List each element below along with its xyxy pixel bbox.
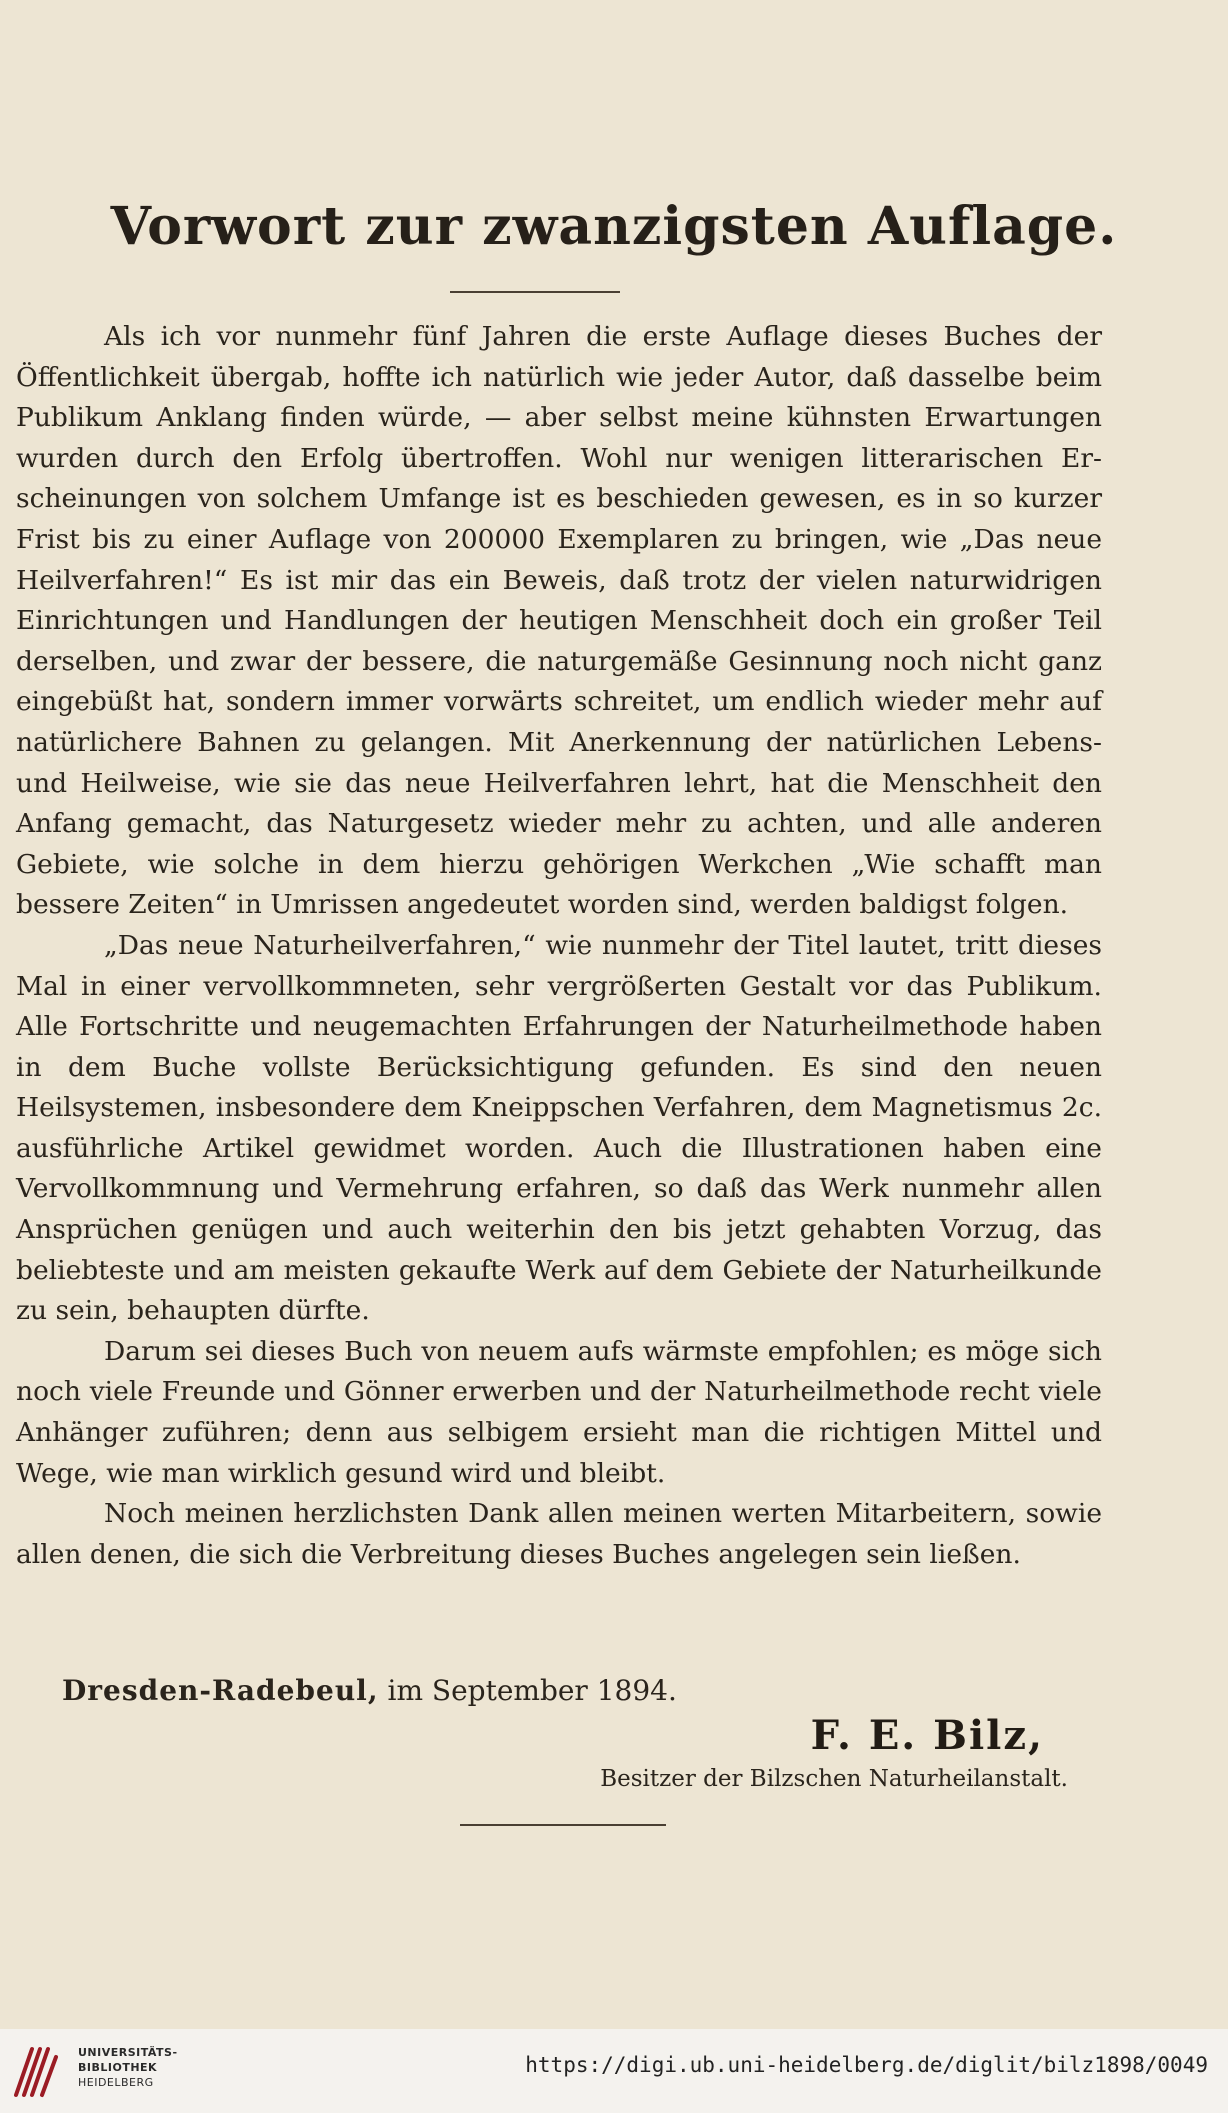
paragraph-1: Als ich vor nunmehr fünf Jahren die erste Auflage dieses Buches der Öffentlichkeit übergab, hoffte ich natürlich wie jeder Autor, daß dasselbe beim Publikum Anklang finden würde, — aber selbst meine kühnsten Erwartungen wurden durch den Erfolg übertroffen. Wohl nur wenigen litterarischen Erscheinungen von solchem Umfange ist es beschieden gewesen, es in so kurzer Frist bis zu einer Auflage von 200000 Exemplaren zu bringen, wie „Das neue Heilverfahren!“ Es ist mir das ein Beweis, daß trotz der vielen naturwidrigen Einrichtungen und Handlungen der heutigen Menschheit doch ein großer Teil derselben, und zwar der bessere, die naturgemäße Gesinnung noch nicht ganz eingebüßt hat, sondern immer vorwärts schreitet, um endlich wieder mehr auf natürlichere Bahnen zu gelangen. Mit Anerkennung der natürlichen Lebens- und Heilweise, wie sie das neue Heilverfahren lehrt, hat die Menschheit den Anfang gemacht, das Naturgesetz wieder mehr zu achten, und alle anderen Gebiete, wie solche in dem hierzu gehörigen Werkchen „Wie schafft man bessere Zeiten“ in Umrissen angedeutet worden sind, werden baldigst folgen. xyxy=(16,321,1102,921)
paragraph-4: Noch meinen herzlichsten Dank allen meinen werten Mitarbeitern, sowie allen denen, die sich die Verbreitung dieses Buches angelegen sein ließen. xyxy=(16,1498,1102,1570)
dateline-date: im September 1894. xyxy=(387,1674,677,1707)
closing-divider xyxy=(460,1824,666,1826)
dateline-place: Dresden-Radebeul, xyxy=(62,1674,379,1707)
paragraph-3: Darum sei dieses Buch von neuem aufs wärmste empfohlen; es möge sich noch viele Freunde und Gönner erwerben und der Naturheilmethode recht viele Anhänger zuführen; denn aus selbigem ersieht man die richtigen Mittel und Wege, wie man wirklich gesund wird und bleibt. xyxy=(16,1335,1102,1489)
body-text xyxy=(16,317,1102,1575)
paragraph-2: „Das neue Naturheilverfahren,“ wie nunmehr der Titel lautet, tritt dieses Mal in einer vervollkommneten, sehr vergrößerten Gestalt vor das Publikum. Alle Fortschritte und neugemachten Erfahrungen der Naturheilmethode haben in dem Buche vollste Berücksichtigung gefunden. Es sind den neuen Heilsystemen, insbesondere dem Kneippschen Verfahren, dem Magnetismus 2c. ausführliche Artikel gewidmet worden. Auch die Illustrationen haben eine Vervollkommnung und Vermehrung erfahren, so daß das Werk nunmehr allen Ansprüchen genügen und auch weiterhin den bis jetzt gehabten Vorzug, das beliebteste und am meisten gekaufte Werk auf dem Gebiete der Naturheilkunde zu sein, behaupten dürfte. xyxy=(16,929,1102,1327)
page-title: Vorwort zur zwanzigsten Auflage. xyxy=(110,196,1118,257)
permalink-url[interactable]: https://digi.ub.uni-heidelberg.de/diglit/bilz1898/0049 xyxy=(525,2053,1208,2077)
signature: F. E. Bilz, xyxy=(810,1712,1044,1759)
signature-title: Besitzer der Bilzschen Naturheilanstalt. xyxy=(600,1766,1068,1792)
university-library-logo-icon xyxy=(10,2041,70,2101)
library-name-line-3: HEIDELBERG xyxy=(78,2076,154,2089)
library-name-line-2: BIBLIOTHEK xyxy=(78,2061,158,2074)
dateline xyxy=(62,1674,677,1707)
library-name-line-1: UNIVERSITÄTS- xyxy=(78,2046,178,2059)
library-name xyxy=(78,2045,178,2090)
title-divider xyxy=(450,291,620,293)
viewer-footer xyxy=(0,2029,1228,2113)
